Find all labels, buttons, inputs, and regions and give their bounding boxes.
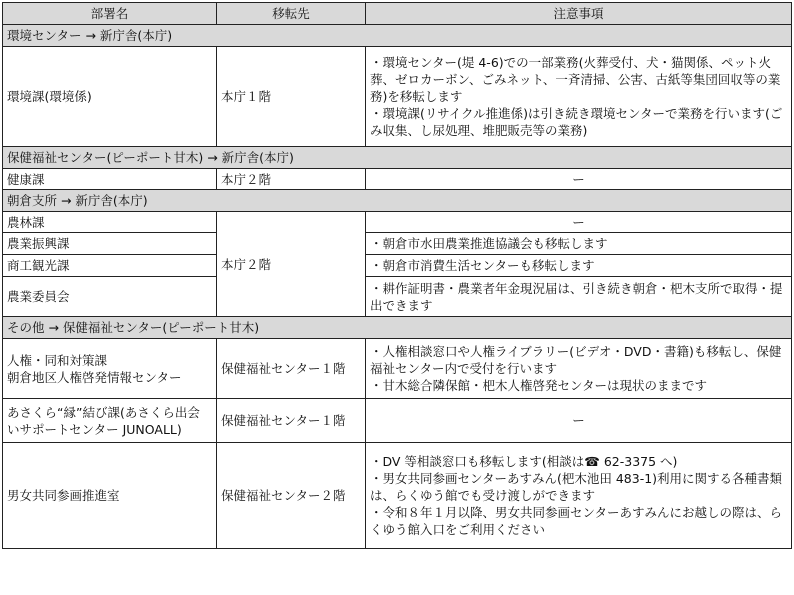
notes-cell [366,47,792,147]
destination-cell: 本庁１階 [217,47,366,147]
note-line: ・男女共同参画センターあすみん(杷木池田 483-1)利用に関する各種書類は、らくゆう館でも受け渡しができます [370,471,783,503]
notes-cell: ・朝倉市消費生活センターも移転します [366,255,792,277]
notes-cell [366,339,792,399]
section-row [3,317,792,339]
destination-cell: 保健福祉センター１階 [217,339,366,399]
table-row [3,47,792,147]
destination-cell: 本庁２階 [217,169,366,190]
notes-cell: ー [366,169,792,190]
header-notes: 注意事項 [366,3,792,25]
section-title: 保健福祉センター(ピーポート甘木) → 新庁舎(本庁) [3,147,792,169]
dept-line: 朝倉地区人権啓発情報センター [7,369,182,385]
destination-cell: 本庁２階 [217,212,366,317]
dept-cell [3,339,217,399]
notes-cell: ー [366,212,792,233]
table-row [3,399,792,443]
table-row [3,212,792,233]
section-row [3,147,792,169]
section-title: 朝倉支所 → 新庁舎(本庁) [3,190,792,212]
dept-cell: 健康課 [3,169,217,190]
note-line: ・DV 等相談窓口も移転します(相談は☎ 62-3375 へ) [370,454,678,469]
note-line: ・甘木総合隣保館・杷木人権啓発センターは現状のままです [370,378,708,393]
notes-cell [366,443,792,549]
table-row [3,233,792,255]
table-row [3,277,792,317]
header-row [3,3,792,25]
dept-cell: 農業委員会 [3,277,217,317]
notes-cell: ・耕作証明書・農業者年金現況届は、引き続き朝倉・杷木支所で取得・提出できます [366,277,792,317]
table-row [3,169,792,190]
section-row [3,25,792,47]
note-line: ・環境センター(堤 4-6)での一部業務(火葬受付、犬・猫関係、ペット火葬、ゼロカーボン、ごみネット、一斉清掃、公害、古紙等集団回収等の業務)を移転します [370,55,781,104]
notes-cell: ー [366,399,792,443]
header-dept: 部署名 [3,3,217,25]
destination-cell: 保健福祉センター２階 [217,443,366,549]
section-row [3,190,792,212]
dept-cell: 環境課(環境係) [3,47,217,147]
table-row [3,255,792,277]
section-title: 環境センター → 新庁舎(本庁) [3,25,792,47]
table-row [3,443,792,549]
dept-cell: 農林課 [3,212,217,233]
section-title: その他 → 保健福祉センター(ピーポート甘木) [3,317,792,339]
relocation-table [2,2,792,549]
note-line: ・環境課(リサイクル推進係)は引き続き環境センターで業務を行います(ごみ収集、し尿処理、堆肥販売等の業務) [370,106,783,138]
dept-cell: あさくら“縁”結び課(あさくら出会いサポートセンター JUNOALL) [3,399,217,443]
dept-cell: 農業振興課 [3,233,217,255]
note-line: ・令和８年１月以降、男女共同参画センターあすみんにお越しの際は、らくゆう館入口をご利用ください [370,505,783,537]
header-destination: 移転先 [217,3,366,25]
notes-cell: ・朝倉市水田農業推進協議会も移転します [366,233,792,255]
dept-line: 人権・同和対策課 [7,352,108,368]
destination-cell: 保健福祉センター１階 [217,399,366,443]
note-line: ・人権相談窓口や人権ライブラリー(ビデオ・DVD・書籍)も移転し、保健福祉センター内で受付を行います [370,344,782,376]
table-row [3,339,792,399]
dept-cell: 男女共同参画推進室 [3,443,217,549]
dept-cell: 商工観光課 [3,255,217,277]
